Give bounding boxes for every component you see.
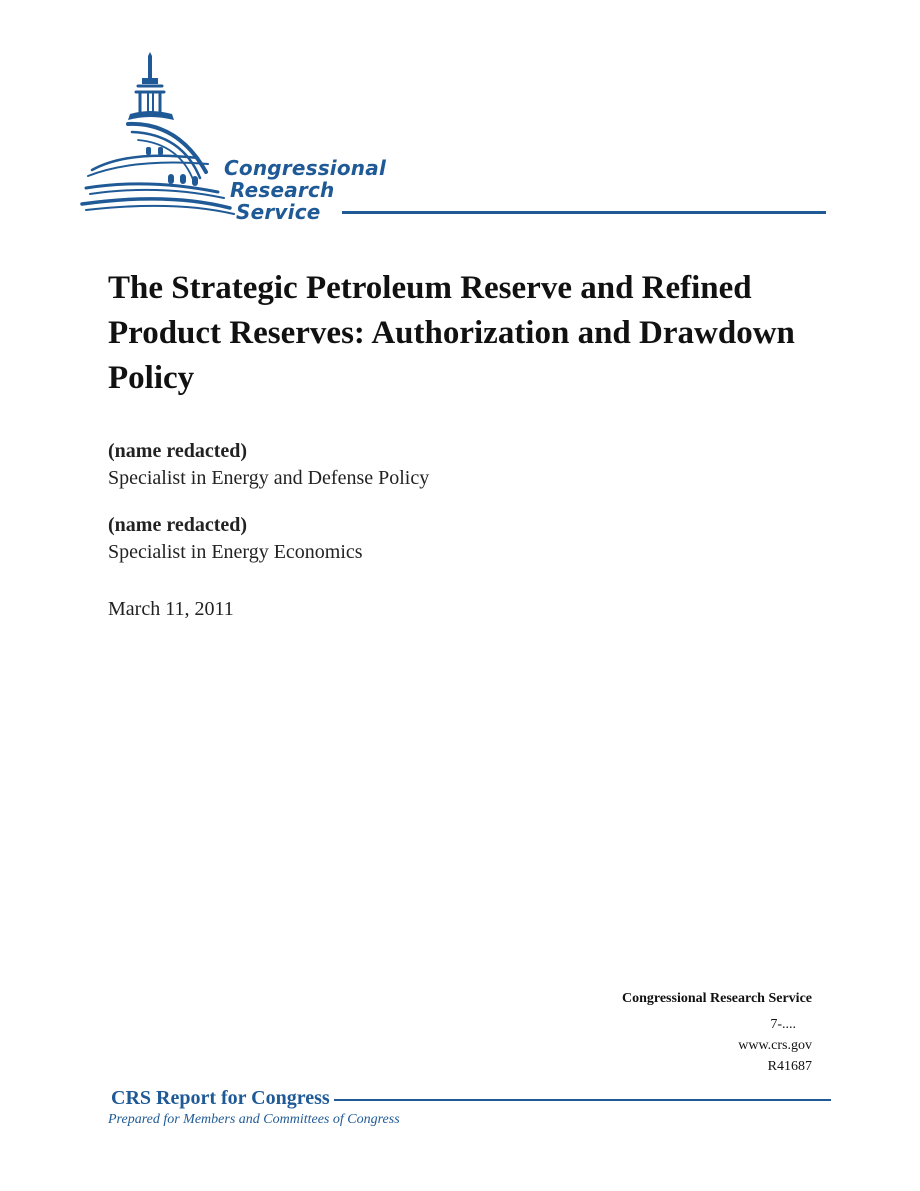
crs-website[interactable]: www.crs.gov (738, 1038, 812, 1053)
author-name: (name redacted) (108, 440, 248, 462)
logo-text-congressional: Congressional (224, 156, 386, 180)
author-name: (name redacted) (108, 514, 248, 536)
author-role: Specialist in Energy Economics (108, 541, 363, 563)
logo-text-research: Research (230, 178, 335, 202)
crs-number: 7-.... (770, 1017, 796, 1032)
author-block (108, 512, 363, 566)
author-role: Specialist in Energy and Defense Policy (108, 467, 430, 489)
crs-logo (78, 52, 838, 224)
report-subtitle: Prepared for Members and Committees of Congress (108, 1112, 400, 1127)
report-id: R41687 (767, 1059, 812, 1074)
author-block (108, 438, 429, 492)
report-banner (111, 1086, 831, 1112)
capitol-dome-icon (78, 52, 838, 224)
crs-info-block (622, 988, 812, 1077)
logo-text-service: Service (236, 200, 321, 224)
publication-date: March 11, 2011 (108, 598, 234, 620)
document-title: The Strategic Petroleum Reserve and Refined Product Reserves: Authorization and Drawdown Policy (108, 270, 795, 396)
crs-org-name: Congressional Research Service (621, 991, 812, 1006)
report-title: CRS Report for Congress (111, 1086, 334, 1110)
